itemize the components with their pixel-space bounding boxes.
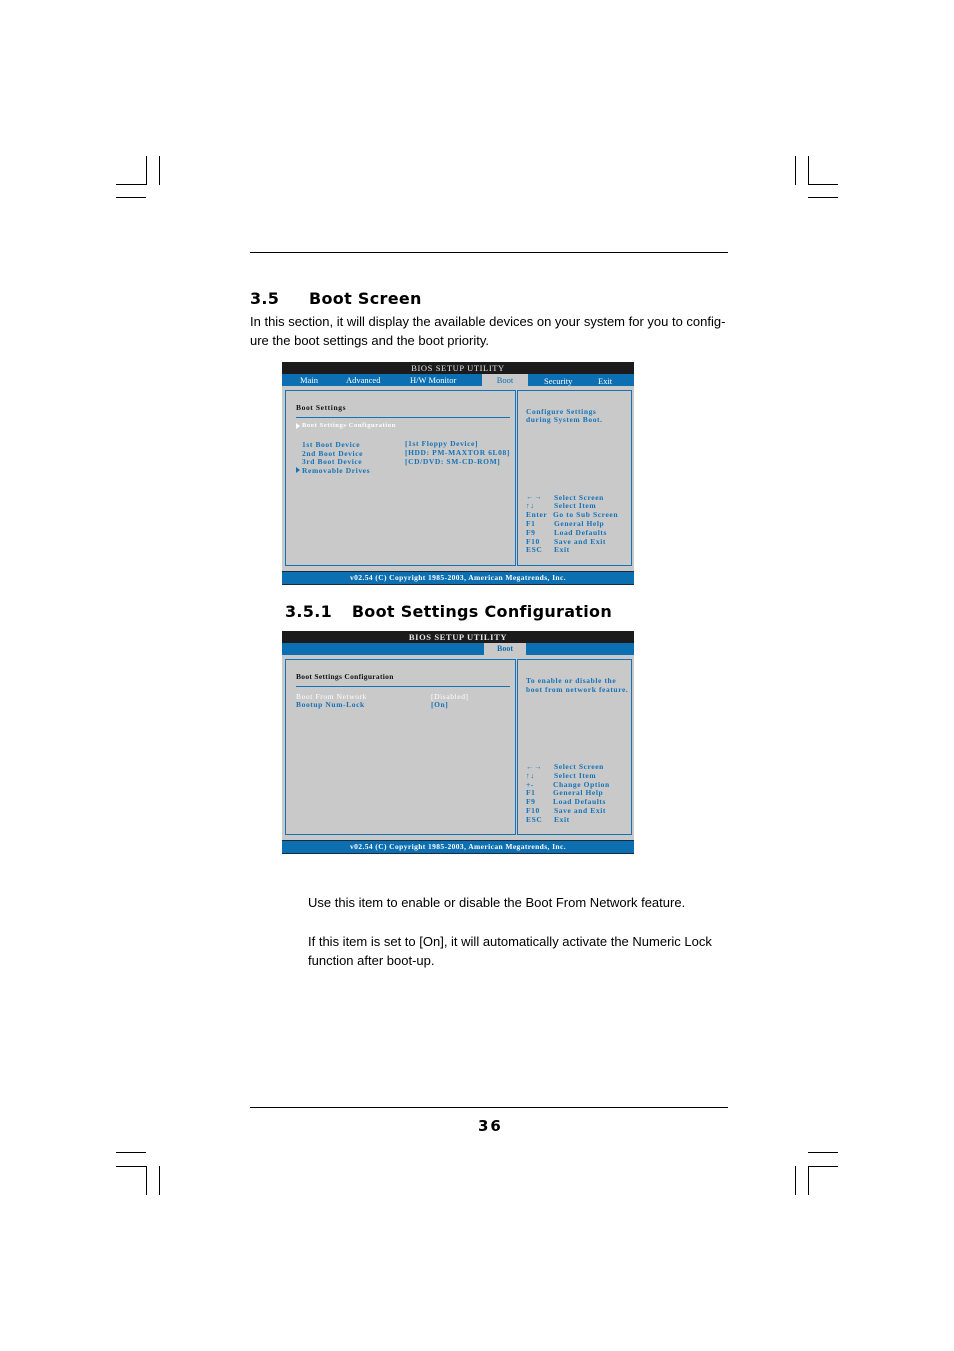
help-line-2: boot from network feature. xyxy=(526,685,629,694)
key-desc-change-option: Change Option xyxy=(553,780,610,789)
bios-title: BIOS SETUP UTILITY xyxy=(282,631,634,643)
menu-security[interactable]: Security xyxy=(544,376,573,386)
subsection-number: 3.5.1 xyxy=(285,602,333,621)
menu-advanced[interactable]: Advanced xyxy=(346,375,381,385)
header-rule xyxy=(250,252,728,253)
submenu-arrow-icon xyxy=(296,423,300,429)
bios-footer: v02.54 (C) Copyright 1985-2003, American Megatrends, Inc. xyxy=(282,841,634,853)
key-desc-esc: Exit xyxy=(554,545,570,554)
key-esc: ESC xyxy=(526,545,543,554)
menu-boot[interactable]: Boot xyxy=(482,374,528,386)
submenu-boot-settings-configuration[interactable]: Boot Settings Configuration xyxy=(302,422,396,429)
section-heading xyxy=(250,289,422,308)
panel-title: Boot Settings xyxy=(296,403,347,412)
key-desc-f10: Save and Exit xyxy=(554,537,606,546)
help-line-1: Configure Settings xyxy=(526,407,597,416)
item-value-bootup-num-lock[interactable]: [On] xyxy=(431,700,449,709)
item-label-bootup-num-lock[interactable]: Bootup Num-Lock xyxy=(296,700,365,709)
menu-main[interactable]: Main xyxy=(300,375,318,385)
key-desc-enter: Go to Sub Screen xyxy=(553,510,619,519)
crop-mark xyxy=(146,156,147,185)
menu-hw-monitor[interactable]: H/W Monitor xyxy=(410,375,457,385)
crop-mark xyxy=(808,1152,838,1153)
crop-mark xyxy=(116,1152,146,1153)
key-esc: ESC xyxy=(526,815,543,824)
key-f9: F9 xyxy=(526,528,536,537)
item-value-boot-from-network[interactable]: [Disabled] xyxy=(431,692,469,701)
crop-mark xyxy=(808,1166,838,1167)
key-desc-f1: General Help xyxy=(553,788,604,797)
subsection-heading xyxy=(285,602,612,621)
key-f10: F10 xyxy=(526,806,540,815)
key-f9: F9 xyxy=(526,797,536,806)
panel-title-underline xyxy=(296,686,510,687)
description-numlock-line-2: function after boot-up. xyxy=(308,953,435,968)
item-label-2nd-boot[interactable]: 2nd Boot Device xyxy=(302,449,364,458)
bios-screen-boot-settings-configuration xyxy=(282,631,634,854)
key-select-screen: ←→ xyxy=(526,492,543,501)
item-removable-drives[interactable]: Removable Drives xyxy=(302,466,371,475)
item-label-1st-boot[interactable]: 1st Boot Device xyxy=(302,440,361,449)
key-select-item: ↑↓ xyxy=(526,501,535,510)
section-number: 3.5 xyxy=(250,289,280,308)
crop-mark xyxy=(116,184,146,185)
description-boot-from-network: Use this item to enable or disable the Boot From Network feature. xyxy=(308,895,686,910)
section-title: Boot Screen xyxy=(309,289,422,308)
section-intro: In this section, it will display the available devices on your system for you to config-ure the boot settings and the boot priority. xyxy=(250,314,726,348)
panel-title-underline xyxy=(296,417,510,418)
crop-mark xyxy=(159,1166,160,1195)
key-enter: Enter xyxy=(526,510,548,519)
item-value-1st-boot[interactable]: [1st Floppy Device] xyxy=(405,439,479,448)
key-select-item: ↑↓ xyxy=(526,771,535,780)
key-desc-select-item: Select Item xyxy=(554,501,597,510)
crop-mark xyxy=(159,156,160,185)
crop-mark xyxy=(146,1166,147,1195)
bios-panel xyxy=(282,386,634,571)
key-f1: F1 xyxy=(526,519,536,528)
key-desc-f1: General Help xyxy=(554,519,605,528)
crop-mark xyxy=(795,156,796,185)
bios-footer: v02.54 (C) Copyright 1985-2003, American Megatrends, Inc. xyxy=(282,572,634,584)
help-line-1: To enable or disable the xyxy=(526,676,617,685)
subsection-title: Boot Settings Configuration xyxy=(351,602,613,621)
key-desc-esc: Exit xyxy=(554,815,570,824)
key-desc-f9: Load Defaults xyxy=(553,797,607,806)
key-select-screen: ←→ xyxy=(526,762,543,771)
key-desc-f9: Load Defaults xyxy=(554,528,608,537)
key-desc-select-screen: Select Screen xyxy=(554,762,604,771)
bios-panel xyxy=(282,655,634,840)
removable-arrow-icon xyxy=(296,467,300,473)
bios-menubar xyxy=(282,374,634,386)
key-desc-select-screen: Select Screen xyxy=(554,493,604,502)
crop-mark xyxy=(808,1166,809,1195)
item-label-3rd-boot[interactable]: 3rd Boot Device xyxy=(302,457,363,466)
footer-rule xyxy=(250,1107,728,1108)
item-value-2nd-boot[interactable]: [HDD: PM-MAXTOR 6L08] xyxy=(405,448,510,457)
item-value-3rd-boot[interactable]: [CD/DVD: SM-CD-ROM] xyxy=(405,457,501,466)
bios-title: BIOS SETUP UTILITY xyxy=(282,362,634,374)
key-desc-select-item: Select Item xyxy=(554,771,597,780)
help-line-2: during System Boot. xyxy=(526,415,603,424)
key-f10: F10 xyxy=(526,537,540,546)
page-number: 36 xyxy=(478,1117,503,1135)
key-desc-f10: Save and Exit xyxy=(554,806,606,815)
crop-mark xyxy=(795,1166,796,1195)
menu-boot[interactable]: Boot xyxy=(484,643,526,655)
crop-mark xyxy=(808,197,838,198)
key-change-option: +- xyxy=(526,780,534,789)
menu-exit[interactable]: Exit xyxy=(598,376,613,386)
crop-mark xyxy=(808,184,838,185)
key-f1: F1 xyxy=(526,788,536,797)
item-label-boot-from-network[interactable]: Boot From Network xyxy=(296,692,368,701)
crop-mark xyxy=(116,1166,146,1167)
crop-mark xyxy=(116,197,146,198)
panel-title: Boot Settings Configuration xyxy=(296,672,394,681)
bios-menubar xyxy=(282,643,634,655)
crop-mark xyxy=(808,156,809,185)
bios-screen-boot-settings xyxy=(282,362,634,585)
description-numlock-line-1: If this item is set to [On], it will automatically activate the Numeric Lock xyxy=(308,934,712,949)
